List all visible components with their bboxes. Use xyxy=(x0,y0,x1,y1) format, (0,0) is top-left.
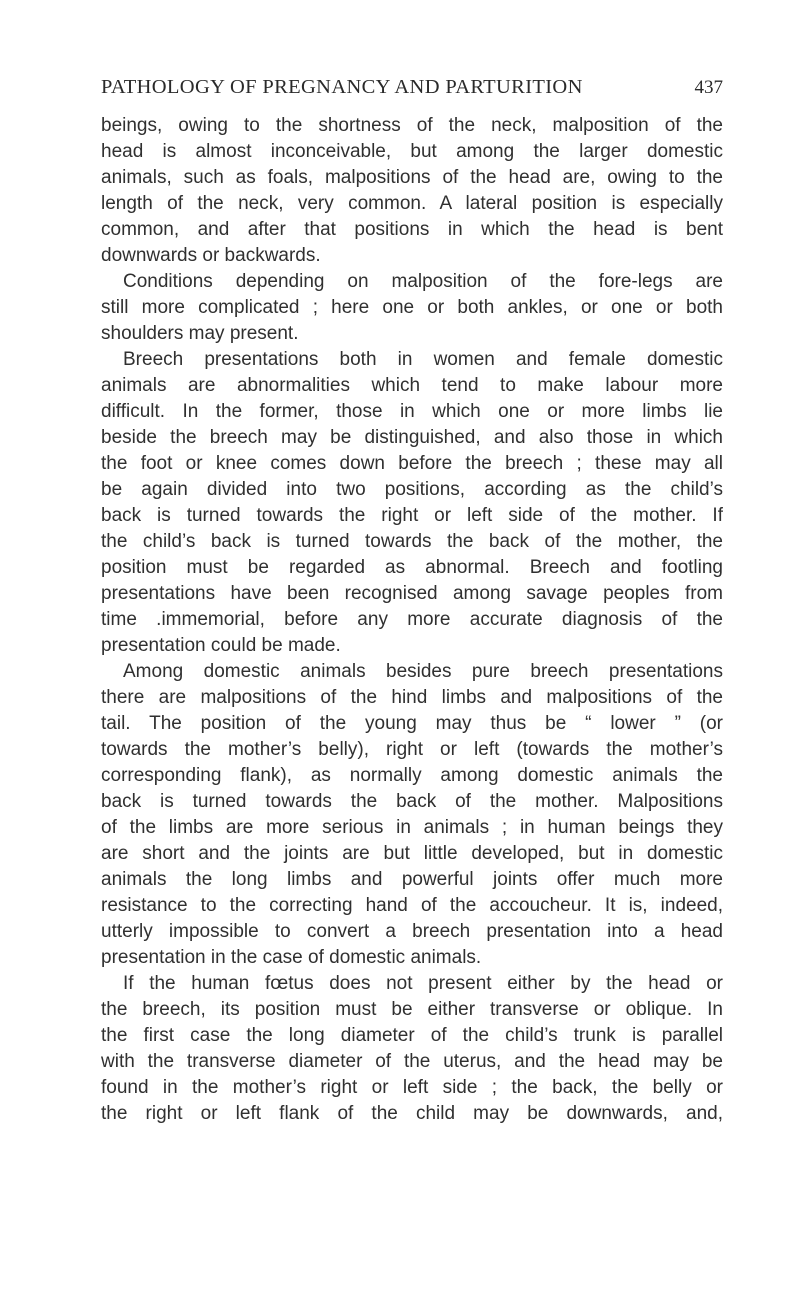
paragraph xyxy=(101,113,723,269)
text-line: Conditions depending on malposition of the fore-legs are xyxy=(123,271,723,292)
text-line: of the limbs are more serious in animals ; in human beings they xyxy=(101,817,723,838)
page-number: 437 xyxy=(694,77,723,98)
text-line: Breech presentations both in women and female domestic xyxy=(123,349,723,370)
text-line: utterly impossible to convert a breech presentation into a head xyxy=(101,921,723,942)
paragraph xyxy=(101,269,723,347)
text-line: tail. The position of the young may thus be “ lower ” (or xyxy=(101,713,723,734)
text-line: difficult. In the former, those in which one or more limbs lie xyxy=(101,401,723,422)
paragraph xyxy=(101,659,723,971)
text-line: animals the long limbs and powerful joints offer much more xyxy=(101,869,723,890)
book-page xyxy=(101,76,723,1127)
text-line: the right or left flank of the child may be downwards, and, xyxy=(101,1103,723,1124)
text-line: back is turned towards the back of the mother. Malpositions xyxy=(101,791,723,812)
text-line: found in the mother’s right or left side ; the back, the belly or xyxy=(101,1077,723,1098)
text-line: beings, owing to the shortness of the neck, malposition of the xyxy=(101,115,723,136)
text-line: time .immemorial, before any more accurate diagnosis of the xyxy=(101,609,723,630)
text-line: presentation in the case of domestic animals. xyxy=(101,947,482,968)
text-line: beside the breech may be distinguished, and also those in which xyxy=(101,427,723,448)
text-line: with the transverse diameter of the uterus, and the head may be xyxy=(101,1051,723,1072)
text-line: be again divided into two positions, according as the child’s xyxy=(101,479,723,500)
text-line: common, and after that positions in which the head is bent xyxy=(101,219,723,240)
text-line: presentations have been recognised among savage peoples from xyxy=(101,583,723,604)
text-line: shoulders may present. xyxy=(101,323,299,344)
text-line: towards the mother’s belly), right or left (towards the mother’s xyxy=(101,739,723,760)
text-line: head is almost inconceivable, but among the larger domestic xyxy=(101,141,723,162)
text-line: corresponding flank), as normally among domestic animals the xyxy=(101,765,723,786)
text-line: there are malpositions of the hind limbs and malpositions of the xyxy=(101,687,723,708)
running-title: PATHOLOGY OF PREGNANCY AND PARTURITION xyxy=(101,76,583,98)
running-head xyxy=(101,76,723,99)
text-line: the breech, its position must be either transverse or oblique. In xyxy=(101,999,723,1020)
text-line: resistance to the correcting hand of the accoucheur. It is, indeed, xyxy=(101,895,723,916)
text-line: back is turned towards the right or left side of the mother. If xyxy=(101,505,723,526)
text-line: position must be regarded as abnormal. Breech and footling xyxy=(101,557,723,578)
text-line: animals, such as foals, malpositions of the head are, owing to the xyxy=(101,167,723,188)
text-line: Among domestic animals besides pure breech presentations xyxy=(123,661,723,682)
paragraph xyxy=(101,971,723,1127)
text-line: still more complicated ; here one or both ankles, or one or both xyxy=(101,297,723,318)
text-line: the first case the long diameter of the child’s trunk is parallel xyxy=(101,1025,723,1046)
text-line: animals are abnormalities which tend to make labour more xyxy=(101,375,723,396)
body-text xyxy=(101,113,723,1127)
text-line: presentation could be made. xyxy=(101,635,341,656)
paragraph xyxy=(101,347,723,659)
text-line: length of the neck, very common. A lateral position is especially xyxy=(101,193,723,214)
text-line: the foot or knee comes down before the breech ; these may all xyxy=(101,453,723,474)
text-line: downwards or backwards. xyxy=(101,245,321,266)
text-line: the child’s back is turned towards the back of the mother, the xyxy=(101,531,723,552)
text-line: If the human fœtus does not present either by the head or xyxy=(123,973,723,994)
text-line: are short and the joints are but little developed, but in domestic xyxy=(101,843,723,864)
